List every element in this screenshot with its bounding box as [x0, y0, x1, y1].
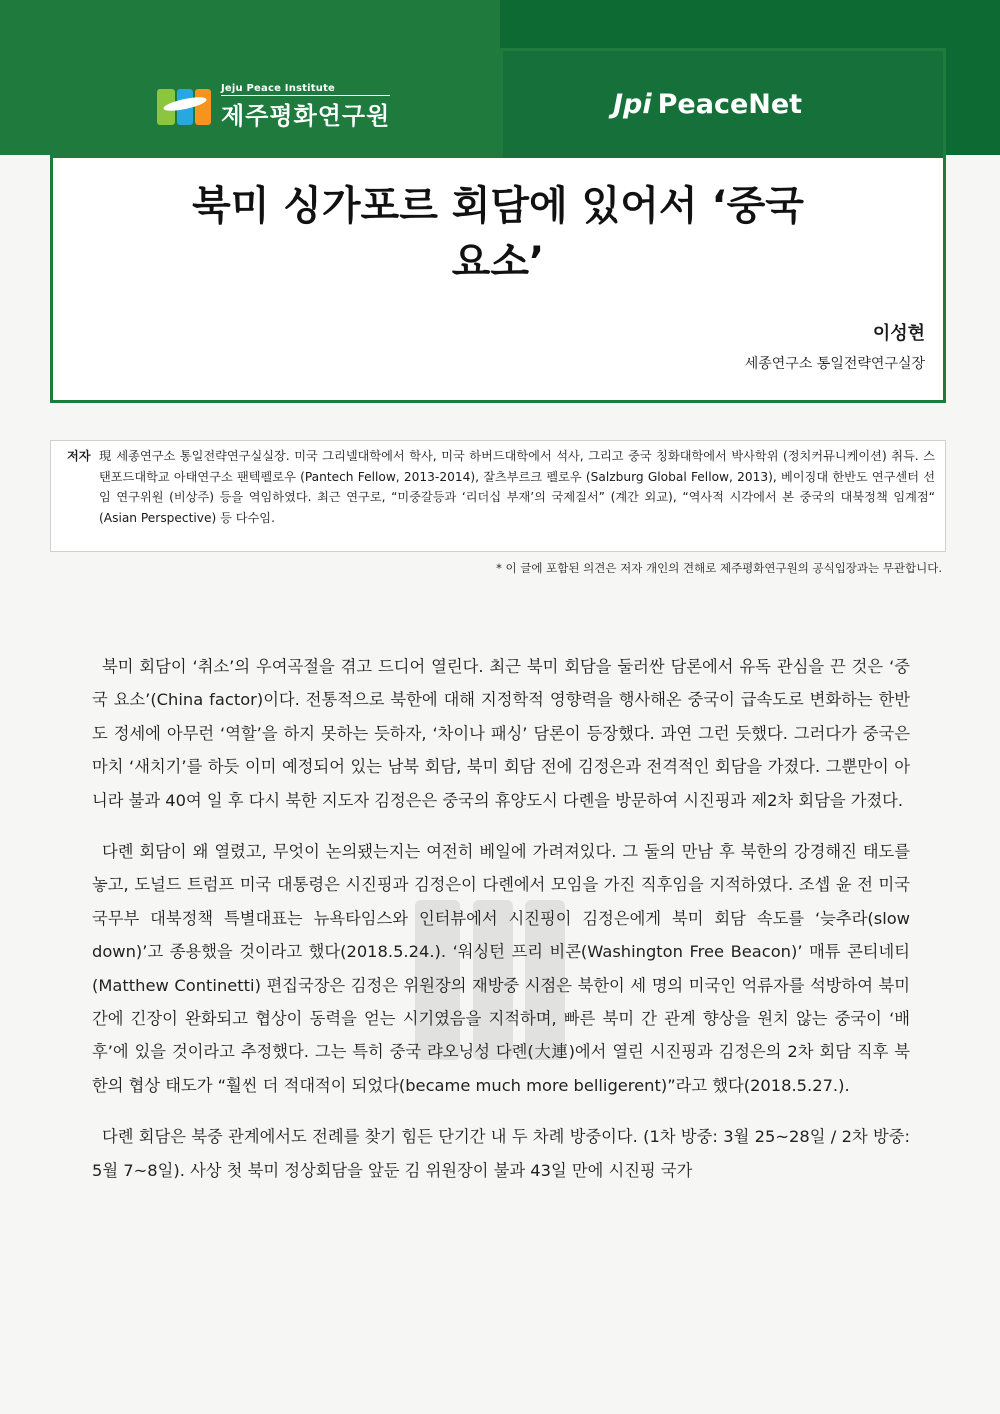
- logo-text-group: [221, 83, 390, 131]
- title-frame: [50, 48, 946, 403]
- author-affiliation: 세종연구소 통일전략연구실장: [744, 356, 925, 372]
- body-paragraph: 북미 회담이 ‘취소’의 우여곡절을 겪고 드디어 열린다. 최근 북미 회담을 둘러싼 담론에서 유독 관심을 끈 것은 ‘중국 요소’(China factor)이다. 전통적으로 북한에 대해 지정학적 영향력을 행사해온 중국이 급속도로 변화하는 한반도 정세에 아무런 ‘역할’을 하지 못하는 듯하자, ‘차이나 패싱’ 담론이 등장했다. 과연 그런 듯했다. 그러다가 중국은 마치 ‘새치기’를 하듯 이미 예정되어 있는 남북 회담, 북미 회담 전에 김정은과 전격적인 회담을 가졌다. 그뿐만이 아니라 불과 40여 일 후 다시 북한 지도자 김정은은 중국의 휴양도시 다롄을 방문하여 시진핑과 제2차 회담을 가졌다.: [92, 657, 910, 810]
- page-title: [53, 178, 943, 290]
- article-body: [92, 650, 910, 1205]
- jpi-bird-logo-icon: [157, 85, 213, 129]
- author-name: 이성현: [872, 323, 925, 344]
- body-paragraph: 다롄 회담이 왜 열렸고, 무엇이 논의됐는지는 여전히 베일에 가려져있다. 그 둘의 만남 후 북한의 강경해진 태도를 놓고, 도널드 트럼프 미국 대통령은 시진핑과 김정은이 다롄에서 모임을 가진 직후임을 지적하였다. 조셉 윤 전 미국 국무부 대북정책 특별대표는 뉴욕타임스와 인터뷰에서 시진핑이 김정은에게 북미 회담 속도를 ‘늦추라(slow down)’고 종용했을 것이라고 했다(2018.5.24.). ‘워싱턴 프리 비콘(Washington Free Beacon)’ 매튜 콘티네티(Matthew Continetti) 편집국장은 김정은 위원장의 재방중 시점은 북한이 세 명의 미국인 억류자를 석방하여 북미 간에 긴장이 완화되고 협상이 동력을 얻는 시기였음을 지적하며, 빠른 북미 간 관계 향상을 원치 않는 중국이 ‘배후’에 있을 것이라고 추정했다. 그는 특히 중국 랴오닝성 다롄(大連)에서 열린 시진핑과 김정은의 2차 회담 직후 북한의 협상 태도가 “훨씬 더 적대적이 되었다(became much more belligerent)”라고 했다(2018.5.27.).: [92, 842, 910, 1095]
- jeju-peace-institute-logo: [157, 83, 390, 131]
- title-line-1: 북미 싱가포르 회담에 있어서 ‘중국: [192, 183, 804, 229]
- peacenet-logo: [613, 89, 802, 120]
- title-line-2: 요소’: [451, 239, 545, 285]
- bio-text: 現 세종연구소 통일전략연구실실장. 미국 그리넬대학에서 학사, 미국 하버드대학에서 석사, 그리고 중국 칭화대학에서 박사학위 (정치커뮤니케이션) 취득. 스탠포드대학교 아태연구소 팬텍펠로우 (Pantech Fellow, 2013-2014), 잘츠부르크 펠로우 (Salzburg Global Fellow, 2013), 베이징대 한반도 연구센터 선임 연구위원 (비상주) 등을 역임하였다. 최근 연구로, “미중갈등과 ‘리더십 부재’의 국제질서” (계간 외교), “역사적 시각에서 본 중국의 대북정책 임계점“ (Asian Perspective) 등 다수임.: [99, 449, 935, 525]
- peacenet-logo-name: PeaceNet: [657, 89, 803, 120]
- peacenet-logo-prefix: Jpi: [613, 89, 652, 120]
- institute-name-ko: 제주평화연구원: [221, 102, 391, 130]
- body-paragraph: 다롄 회담은 북중 관계에서도 전례를 찾기 힘든 단기간 내 두 차례 방중이다. (1차 방중: 3월 25~28일 / 2차 방중: 5월 7~8일). 사상 첫 북미 정상회담을 앞둔 김 위원장이 불과 43일 만에 시진핑 국가: [92, 1127, 910, 1180]
- author-bio-box: [50, 440, 946, 552]
- bio-label: 저자: [67, 449, 91, 463]
- disclaimer-note: * 이 글에 포함된 의견은 저자 개인의 견해로 제주평화연구원의 공식입장과는 무관합니다.: [496, 561, 942, 575]
- institute-name-en: Jeju Peace Institute: [221, 83, 390, 96]
- frame-header: [53, 51, 943, 158]
